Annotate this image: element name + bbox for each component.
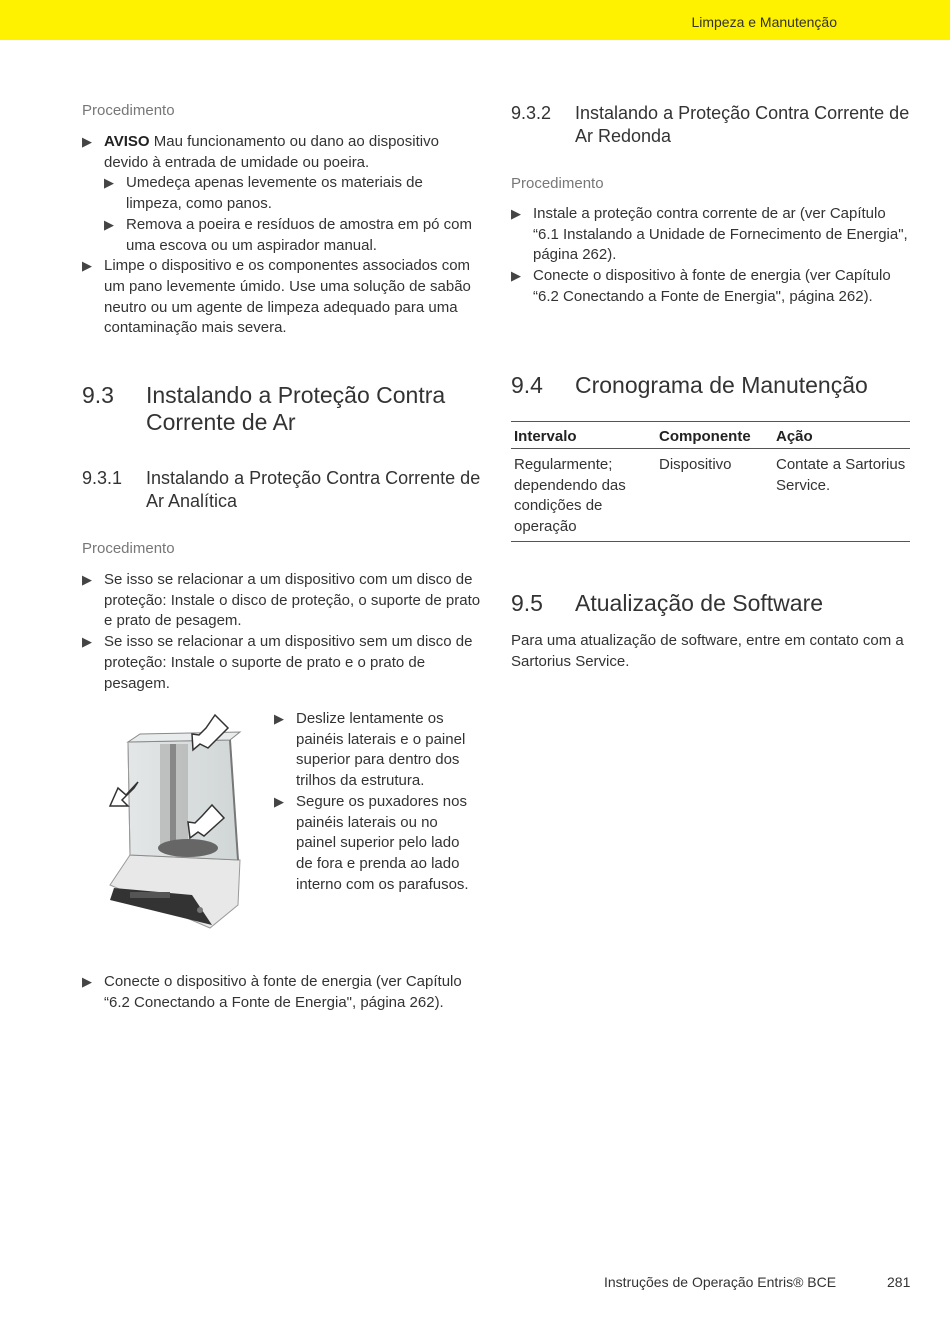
- section-number: 9.5: [511, 590, 543, 616]
- triangle-right-icon: ▶: [274, 711, 284, 726]
- table-row: [511, 449, 910, 542]
- list-item: ▶ Deslize lentamente os painéis laterais e o painel superior para dentro dos trilhos da estrutura.: [274, 710, 466, 790]
- analytic-draft-shield-steps: [82, 570, 482, 694]
- software-update-text: Para uma atualização de software, entre em contato com a Sartorius Service.: [511, 632, 904, 670]
- triangle-right-icon: ▶: [82, 974, 92, 989]
- footer-manual-title: Instruções de Operação Entris® BCE: [604, 1274, 837, 1290]
- section-number: 9.3.1: [82, 468, 123, 488]
- round-draft-shield-steps: [511, 204, 910, 308]
- maintenance-table: [511, 421, 910, 542]
- column-header: Ação: [773, 422, 910, 449]
- list-item: ▶ Se isso se relacionar a um dispositivo com um disco de proteção: Instale o disco de proteção, o suporte de prato e prato de pesagem.: [82, 571, 481, 630]
- triangle-right-icon: ▶: [104, 216, 114, 232]
- section-title: Cronograma de Manutenção: [575, 372, 868, 398]
- triangle-right-icon: ▶: [82, 572, 92, 587]
- table-header-row: [511, 422, 910, 449]
- section-9-3-heading: [82, 382, 482, 436]
- page-number: 281: [887, 1274, 911, 1290]
- list-item: ▶ Remova a poeira e resíduos de amostra em pó com uma escova ou um aspirador manual.: [104, 215, 473, 254]
- balance-illustration: [100, 710, 260, 940]
- figure-steps: [274, 709, 474, 895]
- triangle-right-icon: ▶: [82, 134, 92, 149]
- list-item: ▶ Instale a proteção contra corrente de ar (ver Capítulo “6.1 Instalando a Unidade de Fornecimento de Energia", página 262).: [511, 205, 908, 264]
- triangle-right-icon: ▶: [511, 268, 521, 284]
- section-number: 9.3.2: [511, 103, 552, 123]
- section-title: Instalando a Proteção Contra Corrente de Ar Redonda: [575, 103, 910, 146]
- section-9-4-heading: [511, 372, 910, 399]
- header-section-title: Limpeza e Manutenção: [691, 14, 837, 30]
- triangle-right-icon: ▶: [511, 206, 521, 221]
- section-9-3-2-heading: [511, 102, 910, 148]
- header-bar: [0, 0, 950, 40]
- list-item: ▶ Conecte o dispositivo à fonte de energia (ver Capítulo “6.2 Conectando a Fonte de Energia", página 262).: [511, 267, 891, 305]
- procedure-label-3: Procedimento: [511, 175, 604, 192]
- table-cell: Dispositivo: [656, 449, 773, 542]
- section-9-5-heading: [511, 590, 910, 617]
- section-title: Instalando a Proteção Contra Corrente de Ar: [146, 382, 446, 435]
- list-item: ▶ Conecte o dispositivo à fonte de energia (ver Capítulo “6.2 Conectando a Fonte de Energia", página 262).: [82, 973, 462, 1011]
- section-9-3-1-heading: [82, 467, 482, 513]
- column-header: Intervalo: [511, 422, 656, 449]
- triangle-right-icon: ▶: [82, 634, 92, 650]
- warning-keyword: AVISO: [104, 133, 150, 150]
- final-step: [82, 972, 482, 1013]
- procedure-label-2: Procedimento: [82, 540, 175, 557]
- triangle-right-icon: ▶: [104, 175, 114, 191]
- cleaning-procedure: [82, 132, 482, 339]
- list-item: [82, 132, 482, 256]
- section-number: 9.4: [511, 372, 543, 398]
- triangle-right-icon: ▶: [274, 793, 284, 809]
- section-title: Atualização de Software: [575, 590, 824, 616]
- table-cell: Regularmente; dependendo das condições de operação: [511, 449, 656, 542]
- list-item: ▶ Limpe o dispositivo e os componentes associados com um pano levemente úmido. Use uma solução de sabão neutro ou um agente de limpeza adequado para uma contaminação mais severa.: [82, 257, 471, 337]
- column-header: Componente: [656, 422, 773, 449]
- warning-text: Mau funcionamento ou dano ao dispositivo devido à entrada de umidade ou poeira.: [104, 133, 439, 171]
- section-title: Instalando a Proteção Contra Corrente de Ar Analítica: [146, 468, 481, 511]
- triangle-right-icon: ▶: [82, 258, 92, 274]
- list-item: ▶ Segure os puxadores nos painéis laterais ou no painel superior pelo lado de fora e prenda ao lado interno com os parafusos.: [274, 792, 469, 893]
- list-item: ▶ Se isso se relacionar a um dispositivo sem um disco de proteção: Instale o suporte de prato e o prato de pesagem.: [82, 633, 473, 692]
- section-number: 9.3: [82, 382, 114, 408]
- list-item: ▶ Umedeça apenas levemente os materiais de limpeza, como panos.: [104, 174, 423, 213]
- procedure-label-1: Procedimento: [82, 102, 175, 119]
- table-cell: Contate a Sartorius Service.: [773, 449, 910, 542]
